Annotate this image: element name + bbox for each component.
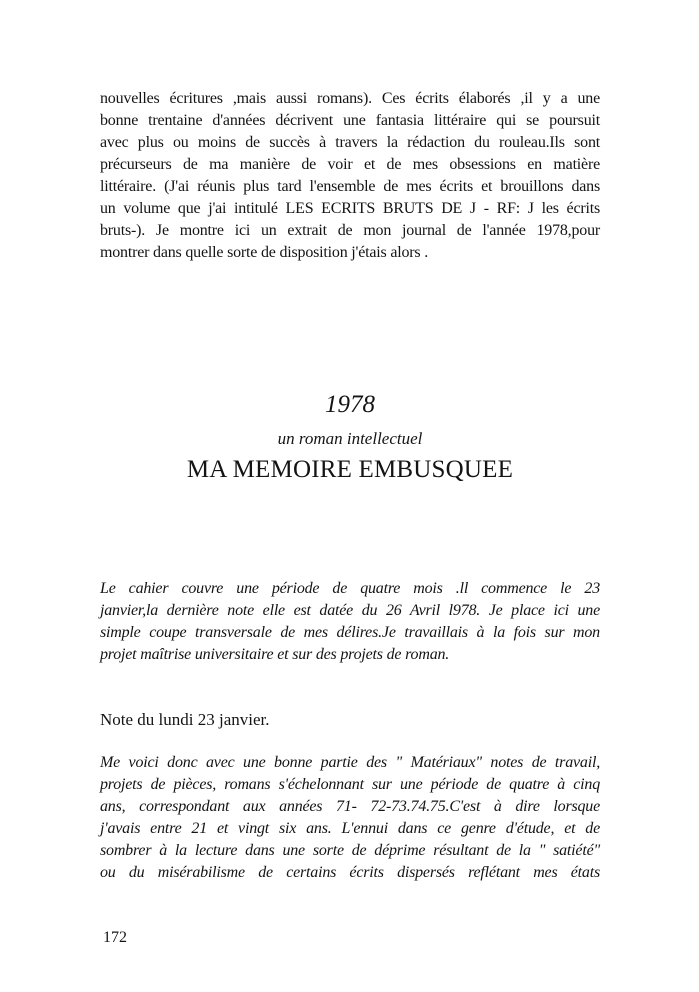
text-line: projets de pièces, romans s'échelonnant sur une période de quatre à cinq <box>100 776 600 793</box>
text-line: sombrer à la lecture dans une sorte de déprime résultant de la " satiété" <box>100 842 600 859</box>
text-line: montrer dans quelle sorte de disposition j'étais alors . <box>100 244 429 261</box>
text-line: janvier,la dernière note elle est datée du 26 Avril l978. Je place ici une <box>100 602 600 619</box>
text-line: ans, correspondant aux années 71- 72-73.74.75.C'est à dire lorsque <box>100 798 600 815</box>
journal-entry-paragraph <box>100 752 600 884</box>
text-line: précurseurs de ma manière de voir et de mes obsessions en matière <box>100 156 600 173</box>
text-line: Me voici donc avec une bonne partie des " Matériaux" notes de travail, <box>100 754 600 771</box>
text-line: Le cahier couvre une période de quatre mois .ll commence le 23 <box>100 580 600 597</box>
note-date-heading: Note du lundi 23 janvier. <box>100 710 270 729</box>
text-line: un volume que j'ai intitulé LES ECRITS BRUTS DE J - RF: J les écrits <box>100 200 600 217</box>
text-line: projet maîtrise universitaire et sur des projets de roman. <box>100 646 450 663</box>
intro-paragraph <box>100 88 600 264</box>
page-number: 172 <box>103 929 127 946</box>
text-line: littéraire. (J'ai réunis plus tard l'ensemble de mes écrits et brouillons dans <box>100 178 600 195</box>
section-title: MA MEMOIRE EMBUSQUEE <box>186 456 514 483</box>
text-line: simple coupe transversale de mes délires.Je travaillais à la fois sur mon <box>100 624 600 641</box>
text-line: ou du misérabilisme de certains écrits dispersés reflétant mes états <box>100 864 600 881</box>
journal-intro-paragraph <box>100 578 600 666</box>
section-year-heading: 1978 <box>325 391 375 418</box>
section-subtitle: un roman intellectuel <box>277 429 423 448</box>
text-line: avec plus ou moins de succès à travers la rédaction du rouleau.Ils sont <box>100 134 600 151</box>
text-line: bonne trentaine d'années décrivent une fantasia littéraire qui se poursuit <box>100 112 600 129</box>
text-line: j'avais entre 21 et vingt six ans. L'ennui dans ce genre d'étude, et de <box>100 820 600 837</box>
text-line: nouvelles écritures ,mais aussi romans). Ces écrits élaborés ,il y a une <box>100 90 600 107</box>
text-line: bruts-). Je montre ici un extrait de mon journal de l'année 1978,pour <box>100 222 600 239</box>
